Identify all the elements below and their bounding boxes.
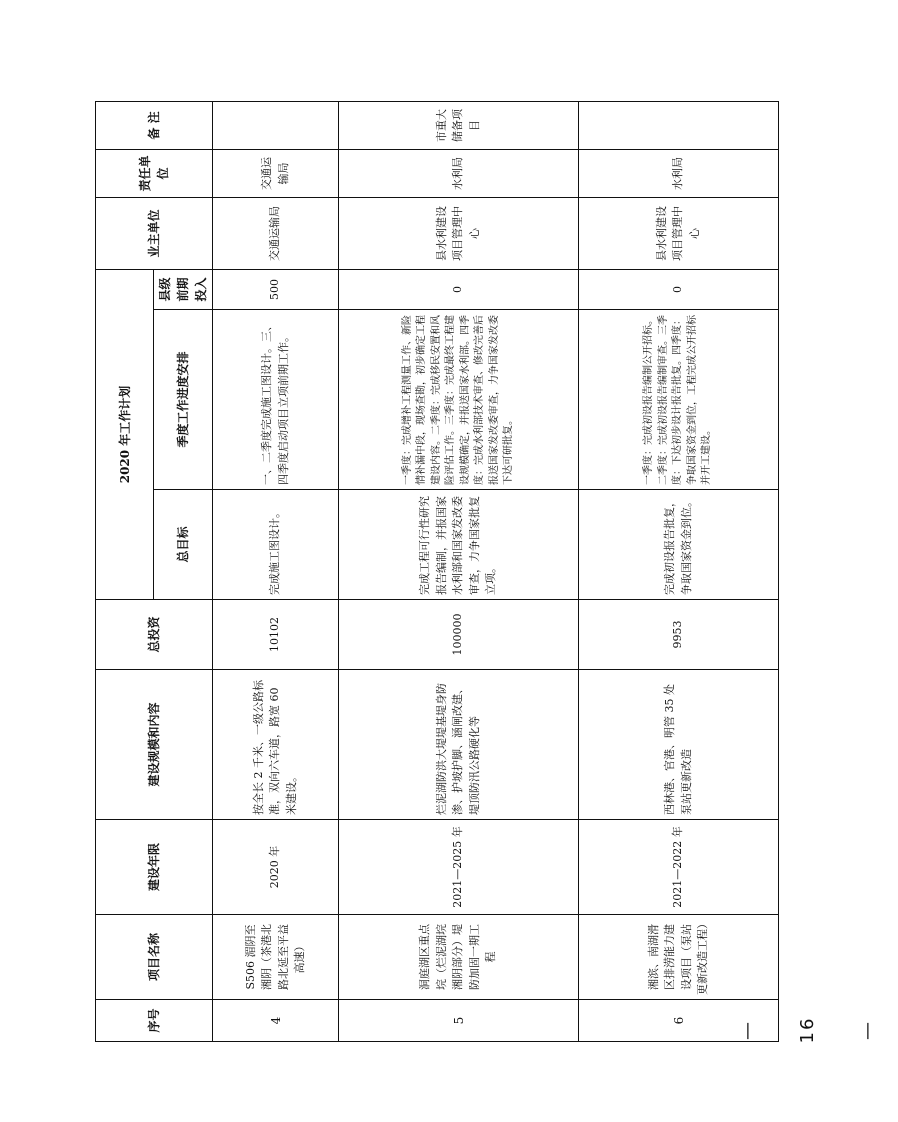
cell-invest: 10102 (213, 600, 339, 670)
cell-scale: 西林港、官港、明管 35 处泵站更新改造 (579, 670, 779, 820)
cell-county-prior: 500 (213, 269, 339, 309)
cell-county-prior: 0 (339, 269, 579, 309)
cell-resp: 水利局 (579, 149, 779, 197)
header-remark: 备 注 (96, 101, 213, 149)
cell-seq: 4 (213, 1000, 339, 1042)
cell-scale: 烂泥湖防洪大堤堤基堤身防渗、护坡护脚、涵闸改建、堤顶防汛公路硬化等 (339, 670, 579, 820)
header-county-prior: 县级前期投入 (154, 269, 213, 309)
cell-remark: 市重大储备项目 (339, 101, 579, 149)
header-plan2020: 2020 年工作计划 (96, 269, 154, 599)
header-scale: 建设规模和内容 (96, 670, 213, 820)
cell-goal: 完成初设报告批复，争取国家资金到位。 (579, 490, 779, 600)
cell-name: 洞庭湖区重点垸（烂泥湖垸湘阴部分）堤防加固一期工程 (339, 915, 579, 1000)
cell-goal: 完成施工图设计。 (213, 490, 339, 600)
header-resp: 责任单位 (96, 149, 213, 197)
header-row-1 (96, 101, 154, 1041)
cell-scale: 按全长 2 千米、一级公路标准，双向六车道，路宽 60 米建设。 (213, 670, 339, 820)
cell-resp: 水利局 (339, 149, 579, 197)
cell-invest: 100000 (339, 600, 579, 670)
header-quarter: 季度工作进度安排 (154, 310, 213, 490)
cell-years: 2020 年 (213, 820, 339, 915)
header-name: 项目名称 (96, 915, 213, 1000)
table-row (579, 101, 779, 1041)
cell-quarter: 一季度：完成增补工程测量工作、新险情补漏中段，现场查勘，初步确定工程建设内容。二季度：完成移民安置和风险评估工作。三季度：完成最终工程建设规模确定，并报送国家水利部。四季度：完成水利部技术审查、修改完善后报送国家发改委审查，力争国家发改委下达可研批复。 (339, 310, 579, 490)
cell-resp: 交通运输局 (213, 149, 339, 197)
header-invest: 总投资 (96, 600, 213, 670)
table-row (339, 101, 579, 1041)
header-goal: 总目标 (154, 490, 213, 600)
cell-county-prior: 0 (579, 269, 779, 309)
cell-name: 湘滨、南湖滑区排涝能力建设项目（泵站更新改造工程） (579, 915, 779, 1000)
header-seq: 序号 (96, 1000, 213, 1042)
project-plan-table (95, 101, 779, 1042)
cell-seq: 5 (339, 1000, 579, 1042)
cell-goal: 完成工程可行性研究报告编制，并报国家水利部和国家发改委审查，力争国家批复立项。 (339, 490, 579, 600)
page-number: — 16 — (737, 1016, 878, 1044)
table-row (213, 101, 339, 1041)
cell-owner: 县水利建设项目管理中心 (339, 197, 579, 269)
cell-quarter: 一季度：完成初设报告编制公开招标。二季度：完成初设报告编制审查。三季度：下达初步设计报告批复。四季度：争取国家资金到位，工程完成公开招标并开工建设。 (579, 310, 779, 490)
cell-quarter: 一、二季度完成施工图设计。三、四季度启动项目立项前期工作。 (213, 310, 339, 490)
cell-remark (579, 101, 779, 149)
cell-owner: 县水利建设项目管理中心 (579, 197, 779, 269)
cell-owner: 交通运输局 (213, 197, 339, 269)
header-owner: 业主单位 (96, 197, 213, 269)
table-rotated-wrapper (95, 102, 755, 1042)
cell-seq: 6 (579, 1000, 779, 1042)
cell-remark (213, 101, 339, 149)
cell-name: S506 湄阴至湘阴（茶港北路北延至平益高速） (213, 915, 339, 1000)
cell-years: 2021—2022 年 (579, 820, 779, 915)
cell-years: 2021—2025 年 (339, 820, 579, 915)
cell-invest: 9953 (579, 600, 779, 670)
header-years: 建设年限 (96, 820, 213, 915)
